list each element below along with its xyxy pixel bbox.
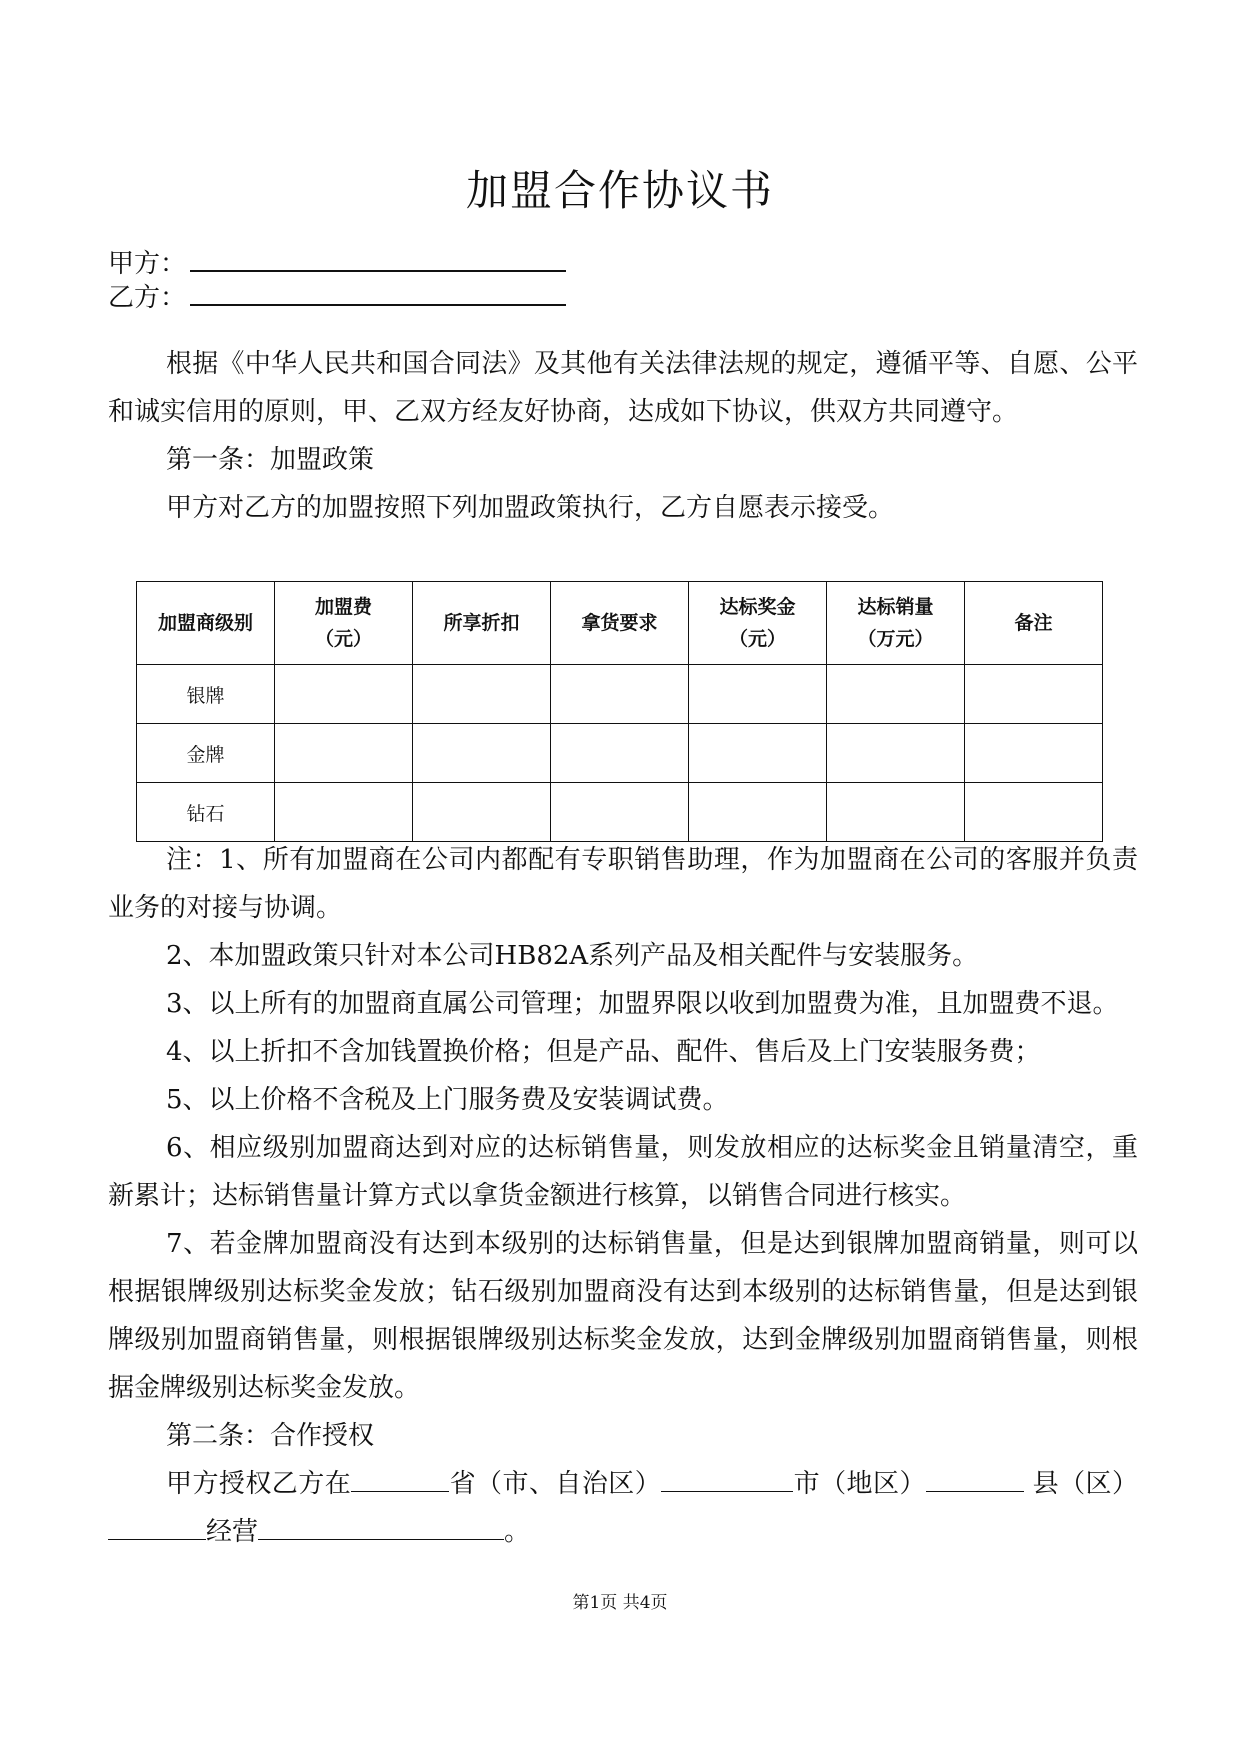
party-a-blank[interactable] <box>190 248 566 272</box>
province-blank[interactable] <box>351 1469 449 1492</box>
header-remarks: 备注 <box>965 582 1103 665</box>
business-scope-blank[interactable] <box>258 1517 504 1540</box>
table-cell[interactable] <box>413 665 551 724</box>
table-cell[interactable] <box>827 665 965 724</box>
table-header-row <box>137 582 1103 665</box>
article-2-heading: 第二条：合作授权 <box>166 1421 375 1451</box>
party-b-label: 乙方： <box>108 283 187 313</box>
notes-section <box>108 836 1138 1556</box>
note-2: 2、本加盟政策只针对本公司HB82A系列产品及相关配件与安装服务。 <box>166 941 979 971</box>
table-cell[interactable] <box>275 724 413 783</box>
table-cell[interactable] <box>275 783 413 842</box>
header-purchase-req: 拿货要求 <box>551 582 689 665</box>
note-7: 7、若金牌加盟商没有达到本级别的达标销售量，但是达到银牌加盟商销量，则可以根据银牌级别达标奖金发放；钻石级别加盟商没有达到本级别的达标销售量，但是达到银牌级别加盟商销售量，则根据银牌级别达标奖金发放，达到金牌级别加盟商销售量，则根据金牌级别达标奖金发放。 <box>108 1229 1138 1403</box>
intro-section <box>108 340 1138 532</box>
table-cell[interactable] <box>551 783 689 842</box>
note-6: 6、相应级别加盟商达到对应的达标销售量，则发放相应的达标奖金且销量清空，重新累计；达标销售量计算方式以拿货金额进行核算，以销售合同进行核实。 <box>108 1133 1138 1211</box>
article-1-heading: 第一条：加盟政策 <box>166 445 375 475</box>
policy-table <box>136 581 1103 842</box>
note-1: 注：1、所有加盟商在公司内都配有专职销售助理，作为加盟商在公司的客服并负责业务的对接与协调。 <box>108 845 1138 923</box>
table-cell[interactable] <box>965 724 1103 783</box>
table-cell[interactable] <box>689 724 827 783</box>
header-sales-target: 达标销量 （万元） <box>827 582 965 665</box>
table-cell[interactable] <box>551 724 689 783</box>
table-cell[interactable] <box>689 665 827 724</box>
table-cell[interactable] <box>965 665 1103 724</box>
party-b-line <box>108 281 566 315</box>
note-3: 3、以上所有的加盟商直属公司管理；加盟界限以收到加盟费为准，且加盟费不退。 <box>166 989 1119 1019</box>
district-blank[interactable] <box>108 1517 206 1540</box>
party-b-blank[interactable] <box>190 282 566 306</box>
table-row <box>137 724 1103 783</box>
party-a-label: 甲方： <box>108 249 187 279</box>
table-cell[interactable] <box>275 665 413 724</box>
authorization-clause: 甲方授权乙方在 省（市、自治区） 市（地区） 县（区）经营 。 <box>108 1460 1138 1556</box>
note-5: 5、以上价格不含税及上门服务费及安装调试费。 <box>166 1085 729 1115</box>
table-cell[interactable] <box>413 724 551 783</box>
table-cell[interactable] <box>827 783 965 842</box>
party-a-line <box>108 247 566 281</box>
header-discount: 所享折扣 <box>413 582 551 665</box>
table-cell[interactable] <box>965 783 1103 842</box>
header-fee: 加盟费 （元） <box>275 582 413 665</box>
table-cell[interactable] <box>827 724 965 783</box>
table-cell[interactable] <box>413 783 551 842</box>
page-number: 第1页 共4页 <box>572 1593 668 1613</box>
table-row <box>137 783 1103 842</box>
row-level-gold: 金牌 <box>137 724 275 783</box>
header-level: 加盟商级别 <box>137 582 275 665</box>
article-1-lead: 甲方对乙方的加盟按照下列加盟政策执行，乙方自愿表示接受。 <box>166 493 895 523</box>
row-level-diamond: 钻石 <box>137 783 275 842</box>
city-blank[interactable] <box>661 1469 793 1492</box>
header-bonus: 达标奖金 （元） <box>689 582 827 665</box>
intro-paragraph: 根据《中华人民共和国合同法》及其他有关法律法规的规定，遵循平等、自愿、公平和诚实信用的原则，甲、乙双方经友好协商，达成如下协议，供双方共同遵守。 <box>108 349 1138 427</box>
document-title: 加盟合作协议书 <box>465 166 774 215</box>
table-cell[interactable] <box>551 665 689 724</box>
table-row <box>137 665 1103 724</box>
county-blank[interactable] <box>926 1469 1024 1492</box>
note-4: 4、以上折扣不含加钱置换价格；但是产品、配件、售后及上门安装服务费； <box>166 1037 1041 1067</box>
row-level-silver: 银牌 <box>137 665 275 724</box>
table-cell[interactable] <box>689 783 827 842</box>
